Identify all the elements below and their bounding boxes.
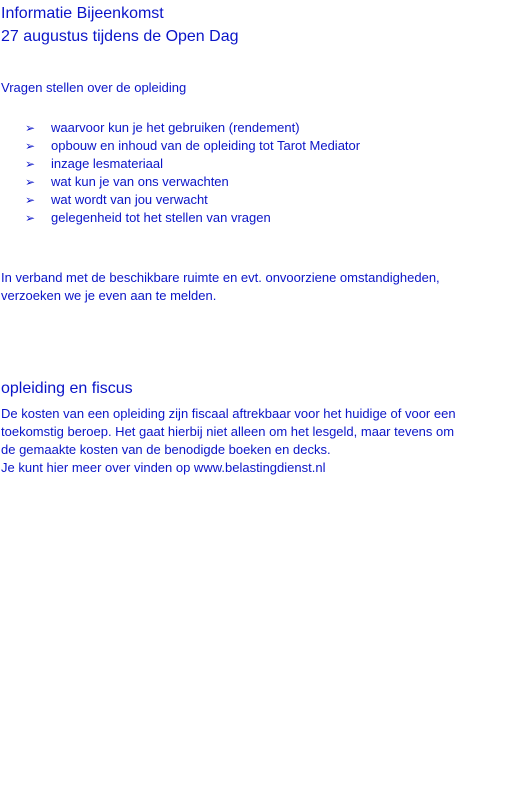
notice-line: In verband met de beschikbare ruimte en evt. onvoorziene omstandigheden, [1, 270, 440, 285]
registration-notice [1, 269, 501, 305]
arrow-bullet-icon: ➢ [25, 121, 36, 135]
section-heading: opleiding en fiscus [1, 380, 133, 397]
list-item-text: wat wordt van jou verwacht [51, 192, 208, 207]
arrow-bullet-icon: ➢ [25, 139, 36, 153]
notice-line: verzoeken we je even aan te melden. [1, 288, 217, 303]
arrow-bullet-icon: ➢ [25, 175, 36, 189]
list-item-text: inzage lesmateriaal [51, 156, 164, 171]
list-item-text: opbouw en inhoud van de opleiding tot Tarot Mediator [51, 138, 361, 153]
section-line: de gemaakte kosten van de benodigde boeken en decks. [1, 442, 331, 457]
list-item-text: waarvoor kun je het gebruiken (rendement) [51, 120, 300, 135]
section-line: Je kunt hier meer over vinden op www.belastingdienst.nl [1, 460, 326, 475]
page-subtitle: 27 augustus tijdens de Open Dag [1, 28, 239, 45]
section-body [1, 405, 505, 477]
list-item-text: gelegenheid tot het stellen van vragen [51, 210, 271, 225]
section-line: De kosten van een opleiding zijn fiscaal aftrekbaar voor het huidige of voor een [1, 406, 456, 421]
page-title: Informatie Bijeenkomst [1, 5, 164, 22]
intro-text: Vragen stellen over de opleiding [1, 80, 187, 95]
arrow-bullet-icon: ➢ [25, 157, 36, 171]
list-item-text: wat kun je van ons verwachten [51, 174, 229, 189]
section-line: toekomstig beroep. Het gaat hierbij niet alleen om het lesgeld, maar tevens om [1, 424, 455, 439]
arrow-bullet-icon: ➢ [25, 193, 36, 207]
arrow-bullet-icon: ➢ [25, 211, 36, 225]
